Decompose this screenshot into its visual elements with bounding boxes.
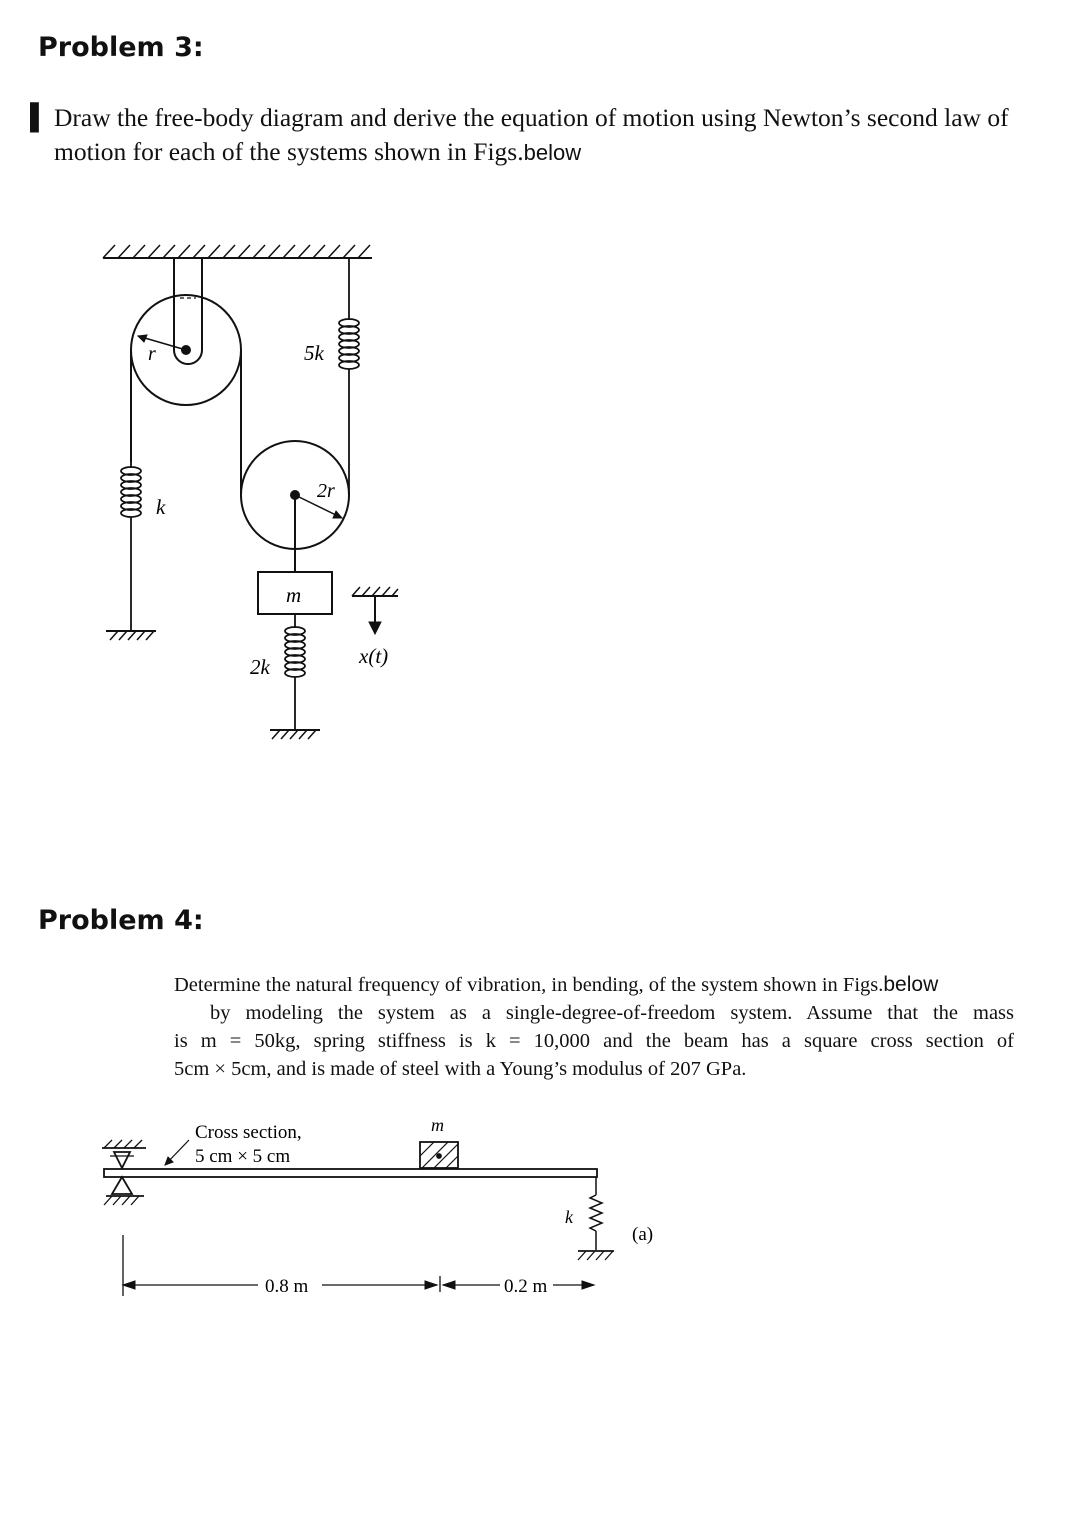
bullet-marker: ▌ <box>30 104 48 131</box>
label-m: m <box>286 583 302 607</box>
beam-label-m: m <box>431 1115 444 1135</box>
ceiling-hatch <box>103 245 370 258</box>
problem-3-title: Problem 3: <box>38 32 204 63</box>
label-x-t: x(t) <box>359 644 389 668</box>
cross-section-label-1: Cross section, <box>195 1122 302 1143</box>
problem-4-line-1-suffix: below <box>883 973 939 996</box>
bottom-pin-triangle <box>112 1177 132 1194</box>
beam-label-k: k <box>565 1207 573 1227</box>
problem-4-line-1-main: Determine the natural frequency of vibration, in bending, of the system shown in Figs. <box>174 974 884 996</box>
label-5k: 5k <box>304 341 324 365</box>
problem-4-line-4: 5cm × 5cm, and is made of steel with a Young’s modulus of 207 GPa. <box>174 1058 747 1080</box>
label-k: k <box>156 495 166 519</box>
beam <box>104 1169 597 1177</box>
pulley-system-figure <box>0 0 1080 760</box>
problem-4-line-3: is m = 50kg, spring stiffness is k = 10,000 and the beam has a square cross section of <box>174 1030 1014 1052</box>
problem-3-statement-main: Draw the free-body diagram and derive the equation of motion using Newton’s second law of motion for each of the systems shown in Figs. <box>54 103 1009 166</box>
spring-5k <box>339 258 359 497</box>
figure-label-a: (a) <box>632 1224 654 1245</box>
problem-4-line-1 <box>174 971 1014 999</box>
top-pin-triangle <box>114 1152 130 1168</box>
beam-figure <box>0 1110 1080 1410</box>
problem-4-line-2: by modeling the system as a single-degree-of-freedom system. Assume that the mass <box>210 1002 1014 1024</box>
dimension-0-8m: 0.8 m <box>265 1276 309 1297</box>
label-2k: 2k <box>250 655 270 679</box>
cross-section-label-2: 5 cm × 5 cm <box>195 1146 291 1167</box>
label-2r: 2r <box>317 480 335 502</box>
problem-4-statement <box>174 971 1014 1083</box>
problem-4-title: Problem 4: <box>38 905 204 936</box>
label-r: r <box>148 343 156 365</box>
spring-k <box>121 462 141 630</box>
problem-3-statement-suffix: below <box>523 140 582 165</box>
dimension-0-2m: 0.2 m <box>504 1276 548 1297</box>
spring-2k <box>285 614 305 729</box>
beam-spring-k <box>590 1177 602 1250</box>
